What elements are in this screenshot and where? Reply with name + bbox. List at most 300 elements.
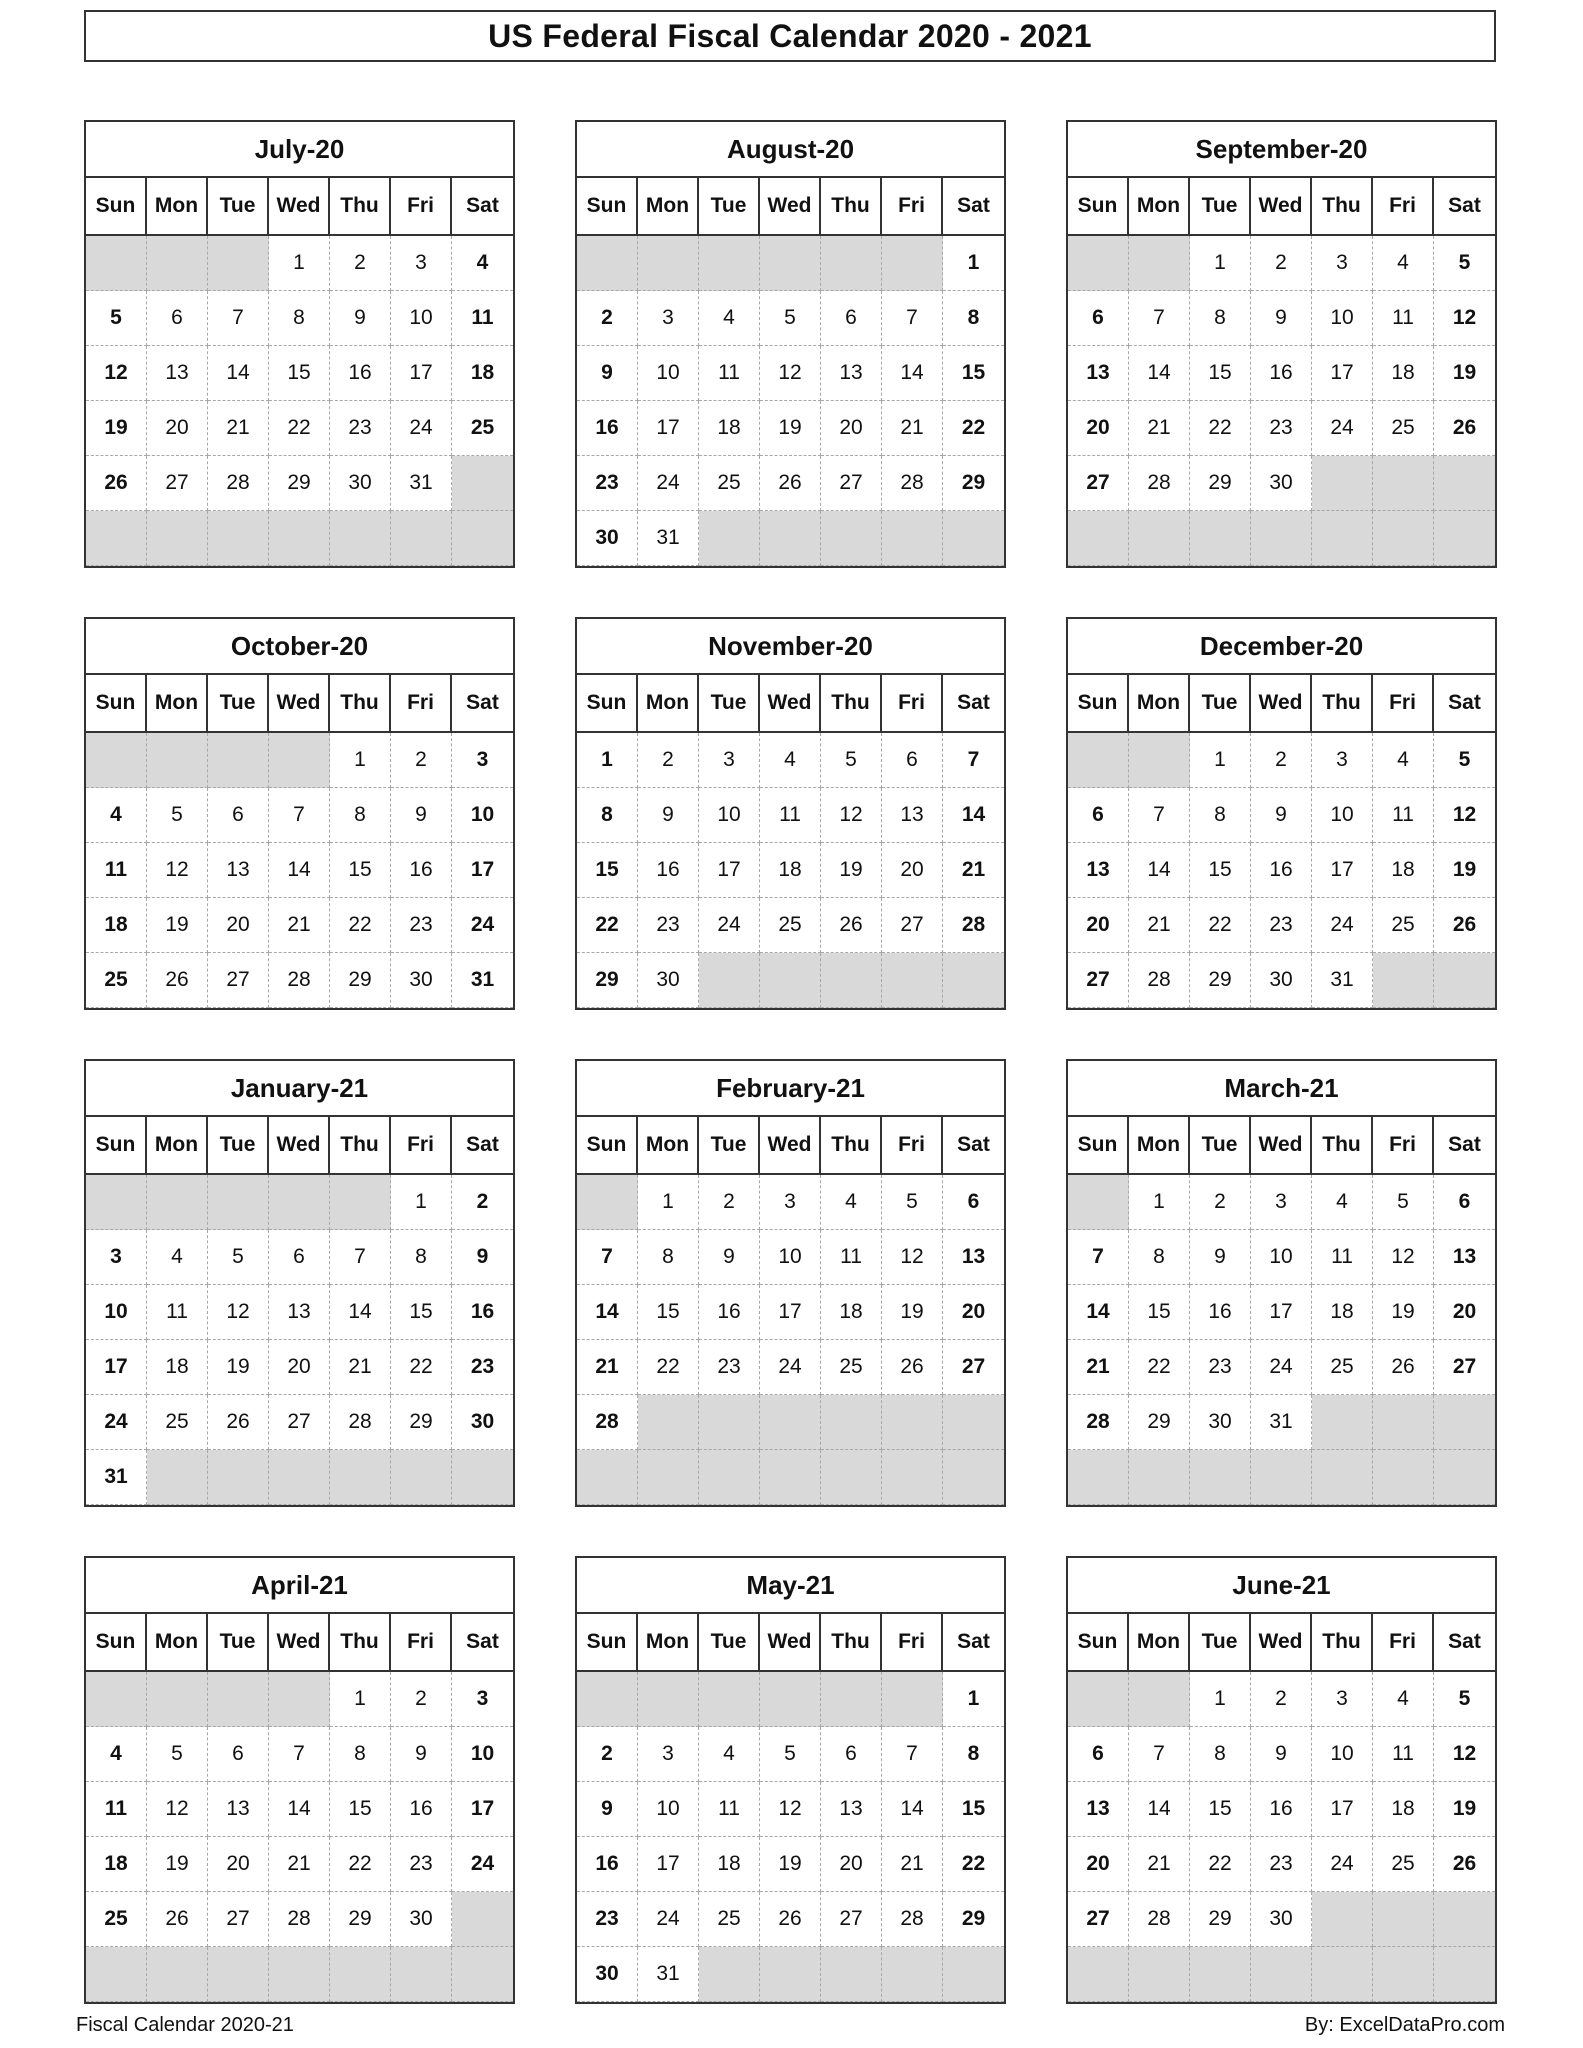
month-calendar <box>575 617 1006 1010</box>
day-cell: 27 <box>269 1395 330 1450</box>
day-cell: 13 <box>821 1782 882 1837</box>
empty-day-cell <box>1068 1947 1129 2002</box>
day-cell: 25 <box>1373 898 1434 953</box>
day-cell: 11 <box>1373 1727 1434 1782</box>
weekday-label: Thu <box>330 1117 391 1173</box>
day-cell: 3 <box>699 733 760 788</box>
weekday-label: Sun <box>1068 1117 1129 1173</box>
empty-day-cell <box>86 511 147 566</box>
weekday-label: Tue <box>1190 178 1251 234</box>
empty-day-cell <box>882 1947 943 2002</box>
day-cell: 10 <box>638 1782 699 1837</box>
weekday-label: Thu <box>1312 178 1373 234</box>
empty-day-cell <box>147 1175 208 1230</box>
day-cell: 4 <box>1312 1175 1373 1230</box>
day-cell: 19 <box>760 401 821 456</box>
day-cell: 16 <box>577 401 638 456</box>
day-cell: 29 <box>943 456 1004 511</box>
empty-day-cell <box>821 1947 882 2002</box>
weekday-label: Mon <box>1129 178 1190 234</box>
day-cell: 21 <box>330 1340 391 1395</box>
day-cell: 3 <box>452 1672 513 1727</box>
day-cell: 24 <box>1312 1837 1373 1892</box>
empty-day-cell <box>1129 1450 1190 1505</box>
weekday-label: Sat <box>466 1133 499 1156</box>
day-cell: 3 <box>1312 1672 1373 1727</box>
day-cell: 27 <box>821 456 882 511</box>
weekday-label: Sun <box>577 178 638 234</box>
day-cell: 28 <box>882 456 943 511</box>
day-cell: 12 <box>760 346 821 401</box>
weekday-label: Wed <box>760 178 821 234</box>
weekday-label: Sun <box>86 1614 147 1670</box>
day-cell: 5 <box>86 291 147 346</box>
day-cell: 21 <box>208 401 269 456</box>
empty-day-cell <box>452 1450 513 1505</box>
day-cell: 14 <box>1129 1782 1190 1837</box>
day-cell: 18 <box>1373 843 1434 898</box>
weekday-label: Mon <box>1129 1614 1190 1670</box>
weekday-label: Wed <box>760 1614 821 1670</box>
empty-day-cell <box>1373 1450 1434 1505</box>
day-cell: 26 <box>208 1395 269 1450</box>
day-cell: 31 <box>86 1450 147 1505</box>
day-cell: 12 <box>147 1782 208 1837</box>
weekday-label: Sat <box>1448 1630 1481 1653</box>
day-cell: 19 <box>86 401 147 456</box>
weekday-label: Tue <box>699 178 760 234</box>
day-cell: 19 <box>208 1340 269 1395</box>
day-cell: 20 <box>943 1285 1004 1340</box>
day-cell: 14 <box>1129 843 1190 898</box>
day-cell: 4 <box>452 236 513 291</box>
day-cell: 2 <box>638 733 699 788</box>
day-cell: 23 <box>1251 898 1312 953</box>
weekday-label: Sat <box>1448 1133 1481 1156</box>
day-cell: 8 <box>330 1727 391 1782</box>
day-cell: 15 <box>1190 346 1251 401</box>
empty-day-cell <box>882 236 943 291</box>
day-cell: 16 <box>391 1782 452 1837</box>
day-cell: 18 <box>821 1285 882 1340</box>
empty-day-cell <box>86 1175 147 1230</box>
day-cell: 19 <box>760 1837 821 1892</box>
day-cell: 19 <box>1434 1782 1495 1837</box>
day-cell: 30 <box>1190 1395 1251 1450</box>
day-cell: 21 <box>1129 401 1190 456</box>
day-cell: 30 <box>330 456 391 511</box>
day-cell: 17 <box>86 1340 147 1395</box>
empty-day-cell <box>1373 456 1434 511</box>
month-title: August-20 <box>577 122 1004 178</box>
day-cell: 7 <box>882 291 943 346</box>
day-cell: 24 <box>638 456 699 511</box>
day-cell: 10 <box>1312 1727 1373 1782</box>
empty-day-cell <box>1434 1892 1495 1947</box>
day-cell: 5 <box>821 733 882 788</box>
weekday-label: Sun <box>86 675 147 731</box>
month-calendar <box>84 1059 515 1507</box>
weekday-label: Thu <box>1312 1614 1373 1670</box>
empty-day-cell <box>269 511 330 566</box>
weekday-label: Fri <box>391 1117 452 1173</box>
day-cell: 28 <box>269 953 330 1008</box>
day-cell: 22 <box>1190 401 1251 456</box>
day-cell: 18 <box>1373 346 1434 401</box>
month-calendar <box>84 617 515 1010</box>
weekday-label: Sat <box>957 1133 990 1156</box>
day-cell: 27 <box>147 456 208 511</box>
day-cell: 10 <box>391 291 452 346</box>
day-cell: 15 <box>391 1285 452 1340</box>
day-cell: 27 <box>821 1892 882 1947</box>
empty-day-cell <box>1251 511 1312 566</box>
weekday-label: Fri <box>882 1117 943 1173</box>
day-cell: 8 <box>577 788 638 843</box>
empty-day-cell <box>86 733 147 788</box>
weekday-label: Sun <box>1068 178 1129 234</box>
empty-day-cell <box>821 511 882 566</box>
day-cell: 28 <box>1129 456 1190 511</box>
day-cell: 28 <box>1129 953 1190 1008</box>
day-cell: 2 <box>577 1727 638 1782</box>
weekday-label: Sat <box>1448 194 1481 217</box>
empty-day-cell <box>330 511 391 566</box>
day-cell: 26 <box>1434 1837 1495 1892</box>
day-cell: 8 <box>1190 1727 1251 1782</box>
day-cell: 26 <box>882 1340 943 1395</box>
empty-day-cell <box>1312 1892 1373 1947</box>
day-cell: 22 <box>391 1340 452 1395</box>
day-cell: 20 <box>208 898 269 953</box>
day-cell: 10 <box>760 1230 821 1285</box>
empty-day-cell <box>821 1395 882 1450</box>
day-cell: 16 <box>699 1285 760 1340</box>
weekday-header-row <box>577 1614 1004 1672</box>
weekday-label: Sun <box>577 1614 638 1670</box>
day-cell: 5 <box>1373 1175 1434 1230</box>
day-cell: 8 <box>391 1230 452 1285</box>
empty-day-cell <box>638 1672 699 1727</box>
day-cell: 18 <box>86 898 147 953</box>
weekday-label: Mon <box>147 675 208 731</box>
weekday-label: Tue <box>1190 1614 1251 1670</box>
day-cell: 3 <box>391 236 452 291</box>
day-grid <box>86 236 513 566</box>
day-cell: 30 <box>1251 1892 1312 1947</box>
weekday-label: Mon <box>638 178 699 234</box>
weekday-label: Mon <box>147 1614 208 1670</box>
day-cell: 1 <box>1129 1175 1190 1230</box>
day-cell: 18 <box>1373 1782 1434 1837</box>
day-cell: 5 <box>208 1230 269 1285</box>
day-cell: 4 <box>821 1175 882 1230</box>
day-cell: 2 <box>699 1175 760 1230</box>
day-cell: 4 <box>699 291 760 346</box>
day-cell: 31 <box>391 456 452 511</box>
empty-day-cell <box>577 1175 638 1230</box>
month-calendar <box>1066 1556 1497 2004</box>
weekday-label: Wed <box>1251 1117 1312 1173</box>
empty-day-cell <box>760 1450 821 1505</box>
weekday-label: Tue <box>208 675 269 731</box>
day-cell: 13 <box>269 1285 330 1340</box>
empty-day-cell <box>147 236 208 291</box>
day-cell: 28 <box>1129 1892 1190 1947</box>
empty-day-cell <box>452 456 513 511</box>
empty-day-cell <box>330 1450 391 1505</box>
day-cell: 27 <box>943 1340 1004 1395</box>
empty-day-cell <box>1312 456 1373 511</box>
empty-day-cell <box>760 1672 821 1727</box>
day-cell: 20 <box>269 1340 330 1395</box>
day-cell: 25 <box>147 1395 208 1450</box>
day-cell: 6 <box>269 1230 330 1285</box>
empty-day-cell <box>1373 1892 1434 1947</box>
day-cell: 18 <box>86 1837 147 1892</box>
weekday-header-row <box>86 675 513 733</box>
day-cell: 8 <box>638 1230 699 1285</box>
day-cell: 9 <box>1251 291 1312 346</box>
day-cell: 16 <box>1251 346 1312 401</box>
empty-day-cell <box>1129 236 1190 291</box>
day-cell: 2 <box>391 1672 452 1727</box>
empty-day-cell <box>638 236 699 291</box>
weekday-label: Wed <box>760 1117 821 1173</box>
day-cell: 21 <box>882 1837 943 1892</box>
weekday-label: Thu <box>330 1614 391 1670</box>
day-cell: 6 <box>208 1727 269 1782</box>
empty-day-cell <box>1190 1947 1251 2002</box>
empty-day-cell <box>577 1672 638 1727</box>
day-cell: 6 <box>943 1175 1004 1230</box>
weekday-header-row <box>1068 1117 1495 1175</box>
day-cell: 15 <box>330 1782 391 1837</box>
day-cell: 26 <box>86 456 147 511</box>
weekday-header-row <box>1068 178 1495 236</box>
empty-day-cell <box>760 953 821 1008</box>
day-cell: 6 <box>1068 291 1129 346</box>
day-cell: 12 <box>821 788 882 843</box>
day-cell: 29 <box>391 1395 452 1450</box>
day-cell: 7 <box>208 291 269 346</box>
day-cell: 1 <box>943 236 1004 291</box>
weekday-label: Sun <box>1068 1614 1129 1670</box>
day-cell: 3 <box>452 733 513 788</box>
day-cell: 30 <box>391 953 452 1008</box>
empty-day-cell <box>269 1450 330 1505</box>
day-cell: 9 <box>330 291 391 346</box>
empty-day-cell <box>147 1672 208 1727</box>
weekday-label: Sat <box>957 194 990 217</box>
empty-day-cell <box>452 1947 513 2002</box>
day-cell: 18 <box>699 401 760 456</box>
empty-day-cell <box>208 1450 269 1505</box>
weekday-header-row <box>577 178 1004 236</box>
empty-day-cell <box>1373 953 1434 1008</box>
empty-day-cell <box>760 511 821 566</box>
month-title: January-21 <box>86 1061 513 1117</box>
footer-left-text: Fiscal Calendar 2020-21 <box>76 2014 294 2036</box>
day-cell: 10 <box>1251 1230 1312 1285</box>
day-grid <box>1068 1672 1495 2002</box>
day-cell: 23 <box>391 898 452 953</box>
empty-day-cell <box>452 511 513 566</box>
empty-day-cell <box>269 1175 330 1230</box>
day-grid <box>577 733 1004 1008</box>
weekday-label: Fri <box>1373 178 1434 234</box>
day-cell: 26 <box>821 898 882 953</box>
day-cell: 13 <box>208 1782 269 1837</box>
day-cell: 1 <box>269 236 330 291</box>
day-cell: 13 <box>1068 1782 1129 1837</box>
day-grid <box>577 236 1004 566</box>
day-cell: 14 <box>208 346 269 401</box>
day-cell: 5 <box>1434 1672 1495 1727</box>
empty-day-cell <box>1190 1450 1251 1505</box>
day-cell: 2 <box>1251 236 1312 291</box>
day-cell: 16 <box>1251 1782 1312 1837</box>
weekday-label: Tue <box>208 178 269 234</box>
weekday-label: Tue <box>699 1614 760 1670</box>
empty-day-cell <box>1434 1450 1495 1505</box>
empty-day-cell <box>208 1672 269 1727</box>
empty-day-cell <box>1251 1947 1312 2002</box>
empty-day-cell <box>1373 1947 1434 2002</box>
weekday-label: Wed <box>269 1117 330 1173</box>
month-calendar <box>84 120 515 568</box>
day-cell: 21 <box>1068 1340 1129 1395</box>
day-cell: 26 <box>1434 898 1495 953</box>
day-cell: 24 <box>1251 1340 1312 1395</box>
empty-day-cell <box>208 1175 269 1230</box>
day-cell: 3 <box>638 1727 699 1782</box>
weekday-label: Mon <box>1129 1117 1190 1173</box>
day-cell: 29 <box>1190 1892 1251 1947</box>
month-calendar <box>575 1059 1006 1507</box>
day-cell: 25 <box>760 898 821 953</box>
empty-day-cell <box>1129 1672 1190 1727</box>
day-cell: 8 <box>330 788 391 843</box>
empty-day-cell <box>943 1450 1004 1505</box>
day-cell: 9 <box>452 1230 513 1285</box>
weekday-label: Tue <box>208 1614 269 1670</box>
day-cell: 22 <box>943 1837 1004 1892</box>
day-cell: 20 <box>1068 1837 1129 1892</box>
day-cell: 23 <box>577 456 638 511</box>
day-cell: 17 <box>1251 1285 1312 1340</box>
day-cell: 19 <box>1434 843 1495 898</box>
weekday-label: Mon <box>1129 675 1190 731</box>
empty-day-cell <box>1434 953 1495 1008</box>
weekday-label: Fri <box>882 675 943 731</box>
day-cell: 21 <box>577 1340 638 1395</box>
day-cell: 17 <box>452 1782 513 1837</box>
empty-day-cell <box>1312 1395 1373 1450</box>
month-calendar <box>1066 120 1497 568</box>
day-cell: 18 <box>699 1837 760 1892</box>
day-cell: 8 <box>1190 788 1251 843</box>
day-cell: 28 <box>269 1892 330 1947</box>
day-cell: 12 <box>760 1782 821 1837</box>
empty-day-cell <box>1434 456 1495 511</box>
day-cell: 1 <box>1190 1672 1251 1727</box>
weekday-label: Mon <box>147 1117 208 1173</box>
day-cell: 19 <box>821 843 882 898</box>
day-cell: 21 <box>269 1837 330 1892</box>
weekday-label: Thu <box>330 178 391 234</box>
day-cell: 21 <box>1129 898 1190 953</box>
day-cell: 15 <box>943 1782 1004 1837</box>
weekday-label: Sun <box>577 675 638 731</box>
day-cell: 24 <box>391 401 452 456</box>
day-cell: 1 <box>1190 236 1251 291</box>
empty-day-cell <box>1373 511 1434 566</box>
day-cell: 13 <box>882 788 943 843</box>
footer-right-text: By: ExcelDataPro.com <box>1304 2014 1505 2036</box>
day-cell: 30 <box>638 953 699 1008</box>
day-cell: 1 <box>330 733 391 788</box>
empty-day-cell <box>882 1450 943 1505</box>
empty-day-cell <box>1434 511 1495 566</box>
empty-day-cell <box>1190 511 1251 566</box>
day-cell: 25 <box>699 1892 760 1947</box>
empty-day-cell <box>821 236 882 291</box>
weekday-label: Tue <box>208 1117 269 1173</box>
day-cell: 27 <box>208 953 269 1008</box>
day-cell: 7 <box>330 1230 391 1285</box>
day-cell: 27 <box>1434 1340 1495 1395</box>
day-cell: 8 <box>1190 291 1251 346</box>
day-cell: 9 <box>1251 1727 1312 1782</box>
day-cell: 2 <box>1251 733 1312 788</box>
day-cell: 22 <box>577 898 638 953</box>
day-cell: 2 <box>452 1175 513 1230</box>
day-cell: 6 <box>821 1727 882 1782</box>
empty-day-cell <box>208 236 269 291</box>
day-cell: 24 <box>452 898 513 953</box>
day-cell: 20 <box>821 401 882 456</box>
day-cell: 13 <box>1068 843 1129 898</box>
day-cell: 6 <box>1434 1175 1495 1230</box>
empty-day-cell <box>1251 1450 1312 1505</box>
day-cell: 21 <box>943 843 1004 898</box>
empty-day-cell <box>882 511 943 566</box>
day-cell: 14 <box>269 843 330 898</box>
weekday-label: Wed <box>269 178 330 234</box>
empty-day-cell <box>1434 1395 1495 1450</box>
empty-day-cell <box>760 236 821 291</box>
weekday-label: Thu <box>330 675 391 731</box>
day-cell: 11 <box>1373 788 1434 843</box>
day-cell: 27 <box>1068 456 1129 511</box>
day-cell: 23 <box>577 1892 638 1947</box>
weekday-label: Sat <box>466 194 499 217</box>
weekday-label: Wed <box>269 675 330 731</box>
day-cell: 4 <box>1373 733 1434 788</box>
day-cell: 26 <box>760 456 821 511</box>
day-cell: 3 <box>1312 236 1373 291</box>
day-cell: 17 <box>638 401 699 456</box>
day-cell: 4 <box>86 1727 147 1782</box>
day-cell: 5 <box>882 1175 943 1230</box>
day-cell: 17 <box>1312 843 1373 898</box>
empty-day-cell <box>699 236 760 291</box>
weekday-label: Tue <box>1190 1117 1251 1173</box>
day-cell: 9 <box>391 1727 452 1782</box>
day-cell: 9 <box>391 788 452 843</box>
day-cell: 6 <box>147 291 208 346</box>
